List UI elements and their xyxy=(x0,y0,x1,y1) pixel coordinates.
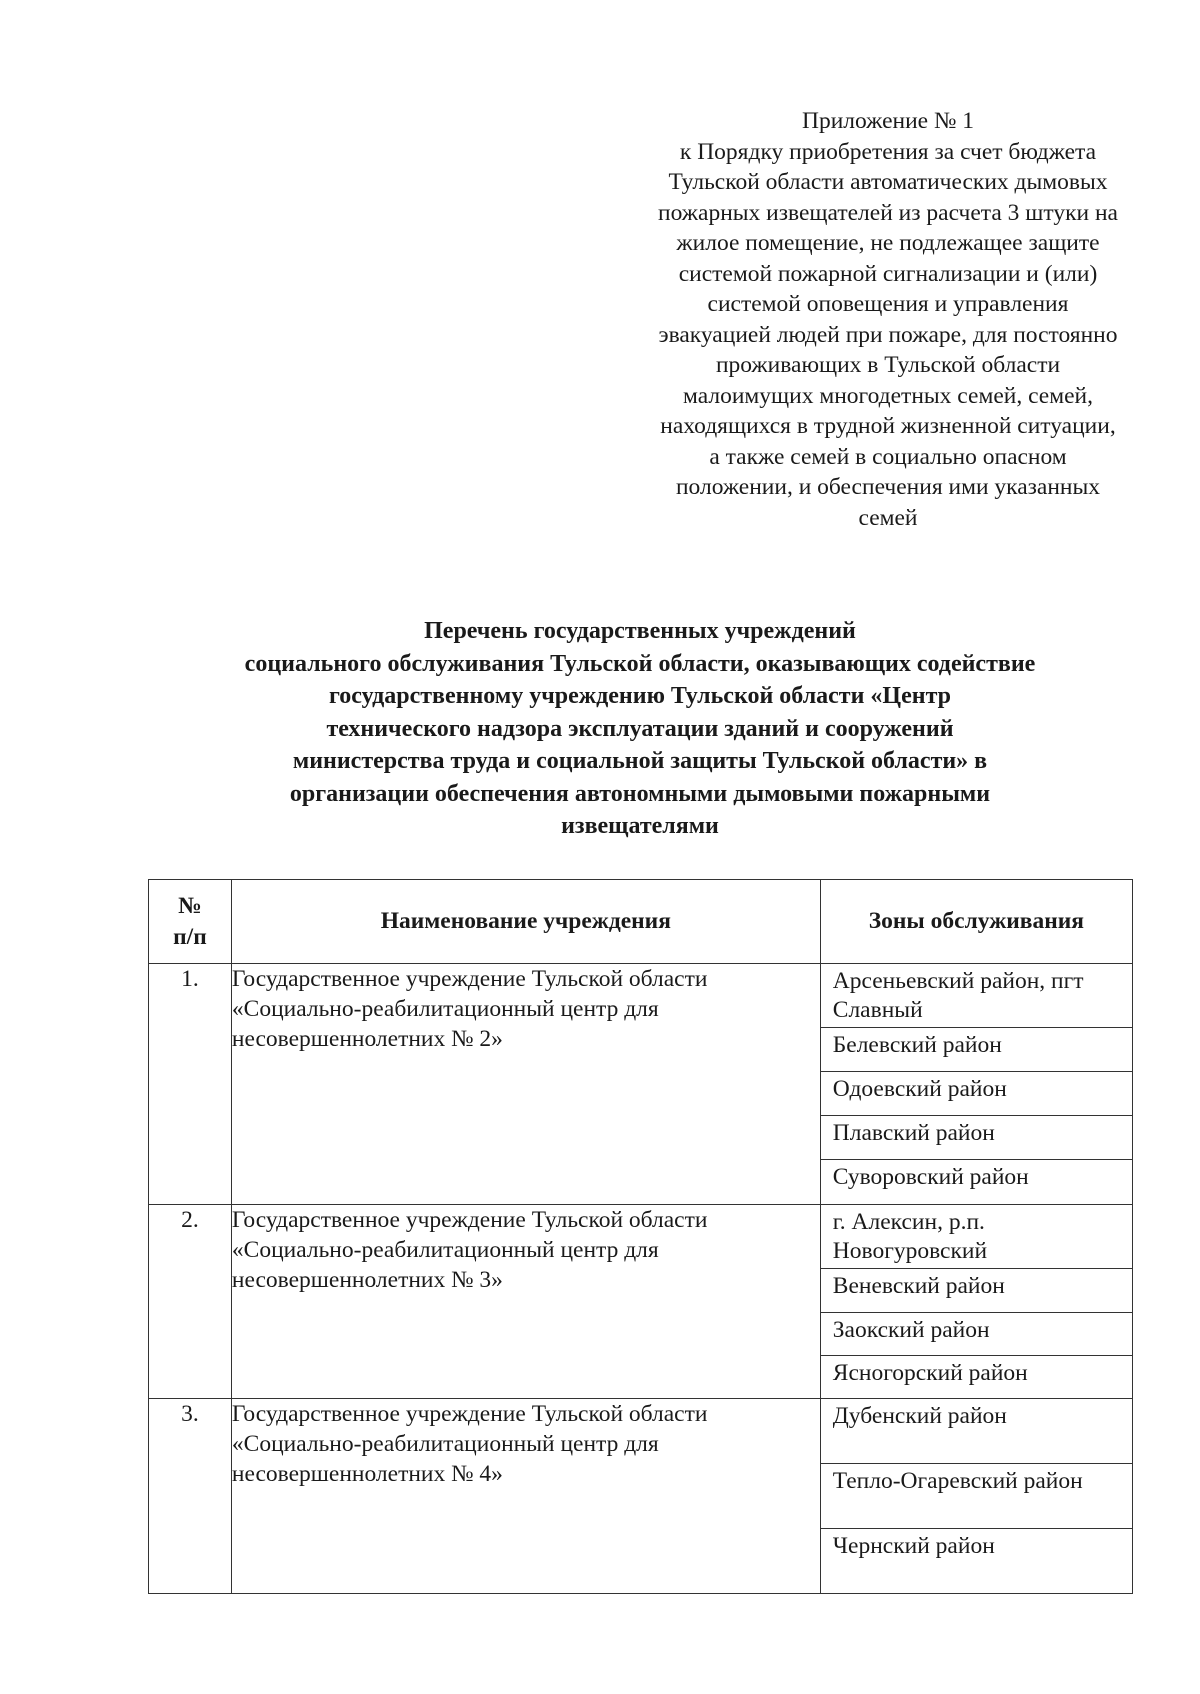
appendix-line: жилое помещение, не подлежащее защите xyxy=(676,230,1100,256)
service-zones xyxy=(820,964,1132,1205)
zone-line: Ясногорский район xyxy=(832,1360,1028,1386)
institution-name-line: Государственное учреждение Тульской области xyxy=(231,1207,708,1233)
title-line: организации обеспечения автономными дымовыми пожарными xyxy=(289,780,991,807)
service-zones xyxy=(820,1399,1132,1594)
institution-name-line: «Социально-реабилитационный центр для xyxy=(231,996,659,1022)
zone-line: г. Алексин, р.п. xyxy=(832,1209,985,1235)
appendix-line: эвакуацией людей при пожаре, для постоянно xyxy=(658,321,1118,348)
service-zone xyxy=(821,1529,1132,1593)
service-zone xyxy=(821,1313,1132,1356)
appendix-line: а также семей в социально опасном xyxy=(709,443,1067,470)
header-number-line: п/п xyxy=(173,923,207,950)
table-row xyxy=(149,964,1133,1205)
table-header-row xyxy=(149,880,1133,964)
zone-line: Заокский район xyxy=(832,1317,990,1343)
appendix-header xyxy=(618,106,1158,533)
zone-line: Одоевский район xyxy=(832,1076,1007,1102)
header-zones: Зоны обслуживания xyxy=(820,880,1132,964)
header-number xyxy=(149,880,232,964)
service-zone xyxy=(821,1028,1132,1072)
appendix-line: находящихся в трудной жизненной ситуации, xyxy=(660,413,1116,439)
row-number: 1. xyxy=(149,964,232,1205)
service-zones xyxy=(820,1205,1132,1399)
service-zone xyxy=(821,1160,1132,1204)
appendix-line: к Порядку приобретения за счет бюджета xyxy=(679,138,1097,165)
zone-line: Чернский район xyxy=(832,1533,995,1559)
title-line: министерства труда и социальной защиты Тульской области» в xyxy=(292,748,988,774)
appendix-line: пожарных извещателей из расчета 3 штуки на xyxy=(658,199,1118,226)
institution-name-line: несовершеннолетних № 4» xyxy=(231,1461,503,1487)
institution-name-line: несовершеннолетних № 2» xyxy=(231,1026,503,1052)
row-number: 3. xyxy=(149,1399,232,1594)
zone-line: Дубенский район xyxy=(832,1403,1007,1429)
service-zone xyxy=(821,1464,1132,1529)
institution-name xyxy=(231,1399,820,1594)
appendix-line: проживающих в Тульской области xyxy=(715,352,1061,378)
table-row xyxy=(149,1205,1133,1399)
appendix-line: малоимущих многодетных семей, семей, xyxy=(683,382,1093,409)
title-line: социального обслуживания Тульской области, оказывающих содействие xyxy=(244,650,1036,677)
institution-name xyxy=(231,1205,820,1399)
zone-line: Белевский район xyxy=(832,1032,1002,1058)
service-zone xyxy=(821,964,1132,1028)
table-row xyxy=(149,1399,1133,1594)
header-number-line: № xyxy=(178,892,202,919)
appendix-line: Приложение № 1 xyxy=(801,108,975,134)
appendix-line: положении, и обеспечения ими указанных xyxy=(675,474,1101,500)
institution-name-line: Государственное учреждение Тульской области xyxy=(231,1401,708,1427)
zone-line: Славный xyxy=(832,997,923,1023)
zone-line: Суворовский район xyxy=(832,1164,1029,1190)
service-zone xyxy=(821,1269,1132,1313)
zone-line: Новогуровский xyxy=(832,1238,988,1264)
title-line: государственному учреждению Тульской области «Центр xyxy=(328,683,952,709)
service-zone xyxy=(821,1116,1132,1160)
service-zone xyxy=(821,1205,1132,1269)
appendix-line: Тульской области автоматических дымовых xyxy=(668,169,1108,195)
institution-name xyxy=(231,964,820,1205)
service-zone xyxy=(821,1399,1132,1464)
service-zone xyxy=(821,1072,1132,1116)
row-number: 2. xyxy=(149,1205,232,1399)
institution-name-line: Государственное учреждение Тульской области xyxy=(231,966,708,992)
appendix-line: семей xyxy=(858,504,918,531)
zone-line: Плавский район xyxy=(832,1120,995,1146)
document-title xyxy=(150,615,1130,843)
zone-line: Тепло-Огаревский район xyxy=(832,1468,1083,1494)
header-name: Наименование учреждения xyxy=(231,880,820,964)
appendix-line: системой пожарной сигнализации и (или) xyxy=(678,260,1098,287)
title-line: технического надзора эксплуатации зданий и сооружений xyxy=(326,715,954,742)
appendix-line: системой оповещения и управления xyxy=(707,291,1069,317)
title-line: извещателями xyxy=(561,813,719,839)
institution-name-line: «Социально-реабилитационный центр для xyxy=(231,1431,659,1457)
institution-name-line: несовершеннолетних № 3» xyxy=(231,1267,503,1293)
title-line: Перечень государственных учреждений xyxy=(424,618,856,644)
zone-line: Веневский район xyxy=(832,1273,1005,1299)
institutions-table xyxy=(148,879,1133,1594)
zone-line: Арсеньевский район, пгт xyxy=(832,968,1084,994)
service-zone xyxy=(821,1356,1132,1398)
institution-name-line: «Социально-реабилитационный центр для xyxy=(231,1237,659,1263)
